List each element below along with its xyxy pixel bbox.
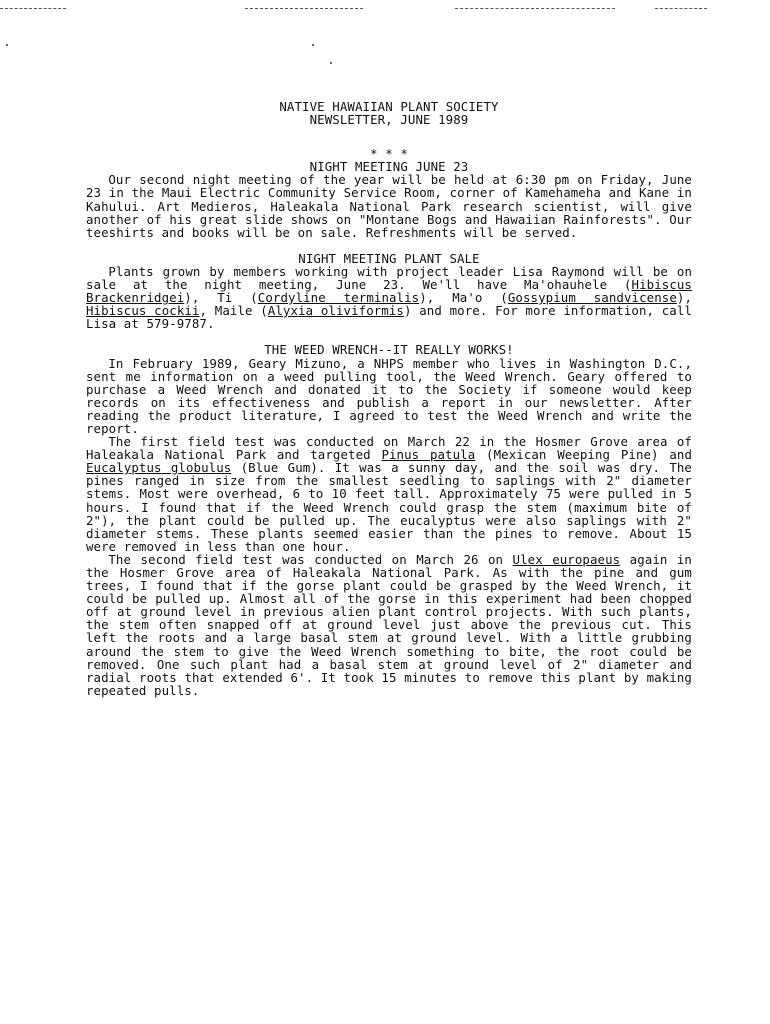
org-name: NATIVE HAWAIIAN PLANT SOCIETY [279, 99, 499, 114]
scan-edge-marks [0, 0, 770, 20]
article-paragraph [86, 265, 692, 330]
text-run: ), Ti ( [184, 290, 258, 306]
section-heading: THE WEED WRENCH--IT REALLY WORKS! [264, 342, 514, 358]
newsletter-page [86, 100, 692, 697]
text-run: The second field test was conducted on March 26 on [108, 551, 513, 567]
article-paragraph [86, 435, 692, 553]
text-run: again in the Hosmer Grove area of Haleakala National Park. As with the pine and gum trees, I found that if the gorse plant could be grasped by the Weed Wrench, it could be pulled up. Almost all of the gorse in this experiment had been chopped off at ground level in previous alien plant control projects. With such plants, the stem often snapped off at ground level just above the previous cut. This left the roots and a large basal stem at ground level. With a little grubbing around the stem to give the Weed Wrench something to bite, the root could be removed. One such plant had a basal stem at ground level of 2" diameter and radial roots that extended 6'. It took 15 minutes to remove this plant by making repeated pulls. [86, 551, 692, 698]
species-name: Gossypium sandvicense [507, 290, 677, 306]
article-paragraph [86, 357, 692, 436]
section-divider: * * * [370, 146, 408, 162]
section-heading: NIGHT MEETING PLANT SALE [298, 250, 480, 266]
species-name: Cordyline terminalis [257, 290, 420, 306]
species-name: Ulex europaeus [512, 551, 621, 567]
text-run: Plants grown by members working with project leader Lisa Raymond will be on sale at the night meeting, June 23. We'll have Ma'ohauhele ( [86, 263, 692, 293]
text-run: Our second night meeting of the year will be held at 6:30 pm on Friday, June 23 in the Maui Electric Community Service Room, corner of Kamehameha and Kane in Kahului. Art Medieros, Haleakala National Park research scientist, will give another of his great slide shows on "Montane Bogs and Hawaiian Rainforests". Our teeshirts and books will be on sale. Refreshments will be served. [86, 172, 692, 240]
text-run: The first field test was conducted on March 22 in the Hosmer Grove area of Haleakala National Park and targeted [86, 434, 692, 463]
text-run: (Mexican Weeping Pine) and [475, 447, 693, 463]
text-run: , Maile ( [199, 303, 268, 319]
species-name: Pinus patula [381, 447, 476, 463]
article-paragraph [86, 173, 692, 238]
scan-speck [312, 44, 314, 46]
text-run: In February 1989, Geary Mizuno, a NHPS member who lives in Washington D.C., sent me information on a weed pulling tool, the Weed Wrench. Geary offered to purchase a Weed Wrench and donated it to the Society if someone would keep records on its effectiveness and publish a report in our newsletter. After reading the product literature, I agreed to test the Weed Wrench and write the report. [86, 355, 692, 436]
species-name: Eucalyptus globulus [86, 460, 232, 476]
newsletter-body [86, 160, 692, 697]
article-paragraph [86, 553, 692, 697]
text-run: ), [676, 290, 693, 306]
text-run: (Blue Gum). It was a sunny day, and the soil was dry. The pines ranged in size from the smallest seedling to saplings with 2" diameter stems. Most were overhead, 6 to 10 feet tall. Approximately 75 were pulled in 5 hours. I found that if the Weed Wrench could grasp the stem (maximum bite of 2"), the plant could be pulled up. The eucalyptus were also saplings with 2" diameter stems. These plants seemed easier than the pines to remove. About 15 were removed in less than one hour. [86, 460, 692, 554]
section-gap [86, 239, 692, 252]
scan-speck [330, 62, 332, 64]
issue-line: NEWSLETTER, JUNE 1989 [309, 112, 469, 128]
text-run: ) and more. For more information, call Lisa at 579-9787. [86, 303, 692, 332]
species-name: Alyxia oliviformis [267, 303, 404, 319]
species-name: Hibiscus Brackenridgei [86, 277, 692, 306]
text-run: ), Ma'o ( [419, 290, 508, 306]
species-name: Hibiscus cockii [86, 303, 200, 319]
scan-speck [6, 44, 8, 46]
section-heading: NIGHT MEETING JUNE 23 [309, 159, 469, 175]
